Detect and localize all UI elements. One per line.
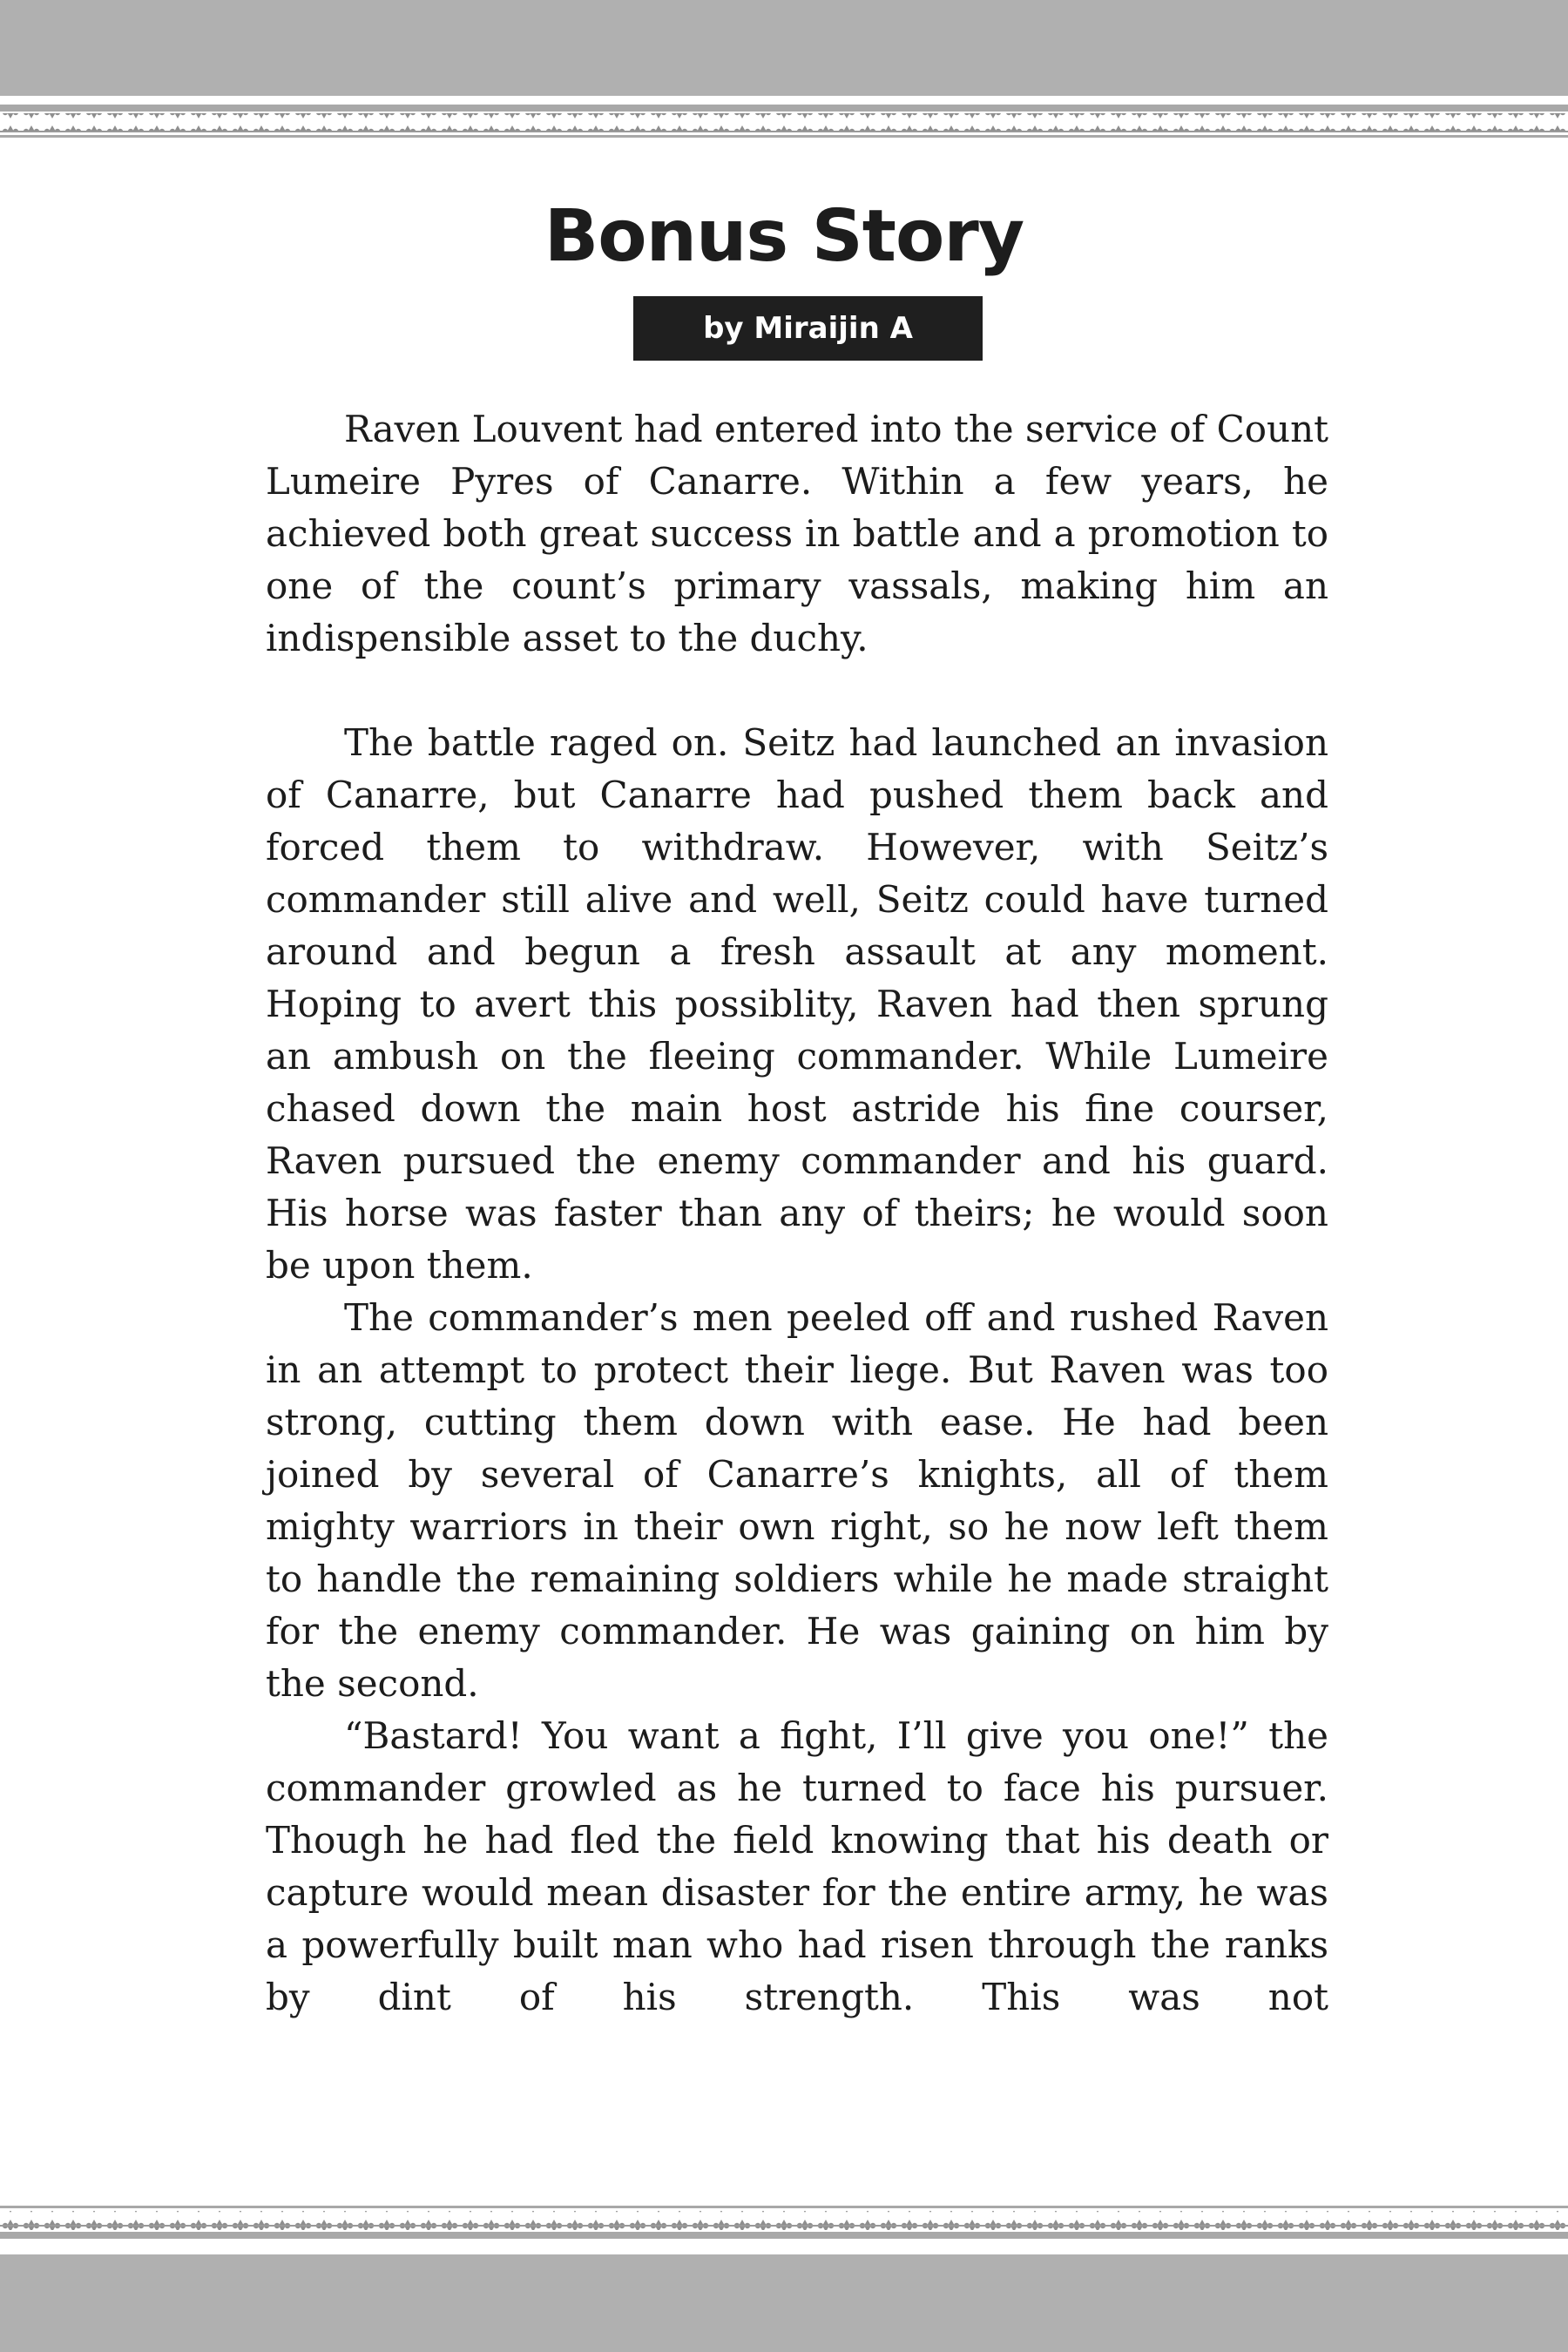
paragraph: The commander’s men peeled off and rushed Raven in an attempt to protect their liege. But Raven was too strong, cutting them down with ease. He had been joined by several of Canarre’s knights, all of them mighty warriors in their own right, so he now left them to handle the remaining soldiers while he made straight for the enemy commander. He was gaining on him by the second. xyxy=(266,1296,1328,1705)
bottom-gray-band xyxy=(0,2254,1568,2352)
author-byline: by Miraijin A xyxy=(633,296,983,361)
paragraph: The battle raged on. Seitz had launched an invasion of Canarre, but Canarre had pushed them back and forced them to withdraw. However, with Seitz’s commander still alive and well, Seitz could have turned around and begun a fresh assault at any moment. Hoping to avert this possiblity, Raven had then sprung an ambush on the fleeing commander. While Lumeire chased down the main host astride his fine courser, Raven pursued the enemy commander and his guard. His horse was faster than any of theirs; he would soon be upon them. xyxy=(266,721,1328,1287)
bottom-ornamental-border xyxy=(0,2197,1568,2240)
page-title: Bonus Story xyxy=(544,195,1024,278)
paragraph: Raven Louvent had entered into the service of Count Lumeire Pyres of Canarre. Within a few years, he achieved both great success in battle and a promotion to one of the count’s primary vassals, making him an indispensible asset to the duchy. xyxy=(266,408,1328,659)
top-gray-band xyxy=(0,0,1568,96)
paragraph: “Bastard! You want a fight, I’ll give you one!” the commander growled as he turned to face his pursuer. Though he had fled the field knowing that his death or capture would mean disaster for the entire army, he was a powerfully built man who had risen through the ranks by dint of his strength. This was not xyxy=(266,1714,1328,2018)
top-ornamental-border xyxy=(0,103,1568,146)
story-body xyxy=(266,403,1328,2024)
